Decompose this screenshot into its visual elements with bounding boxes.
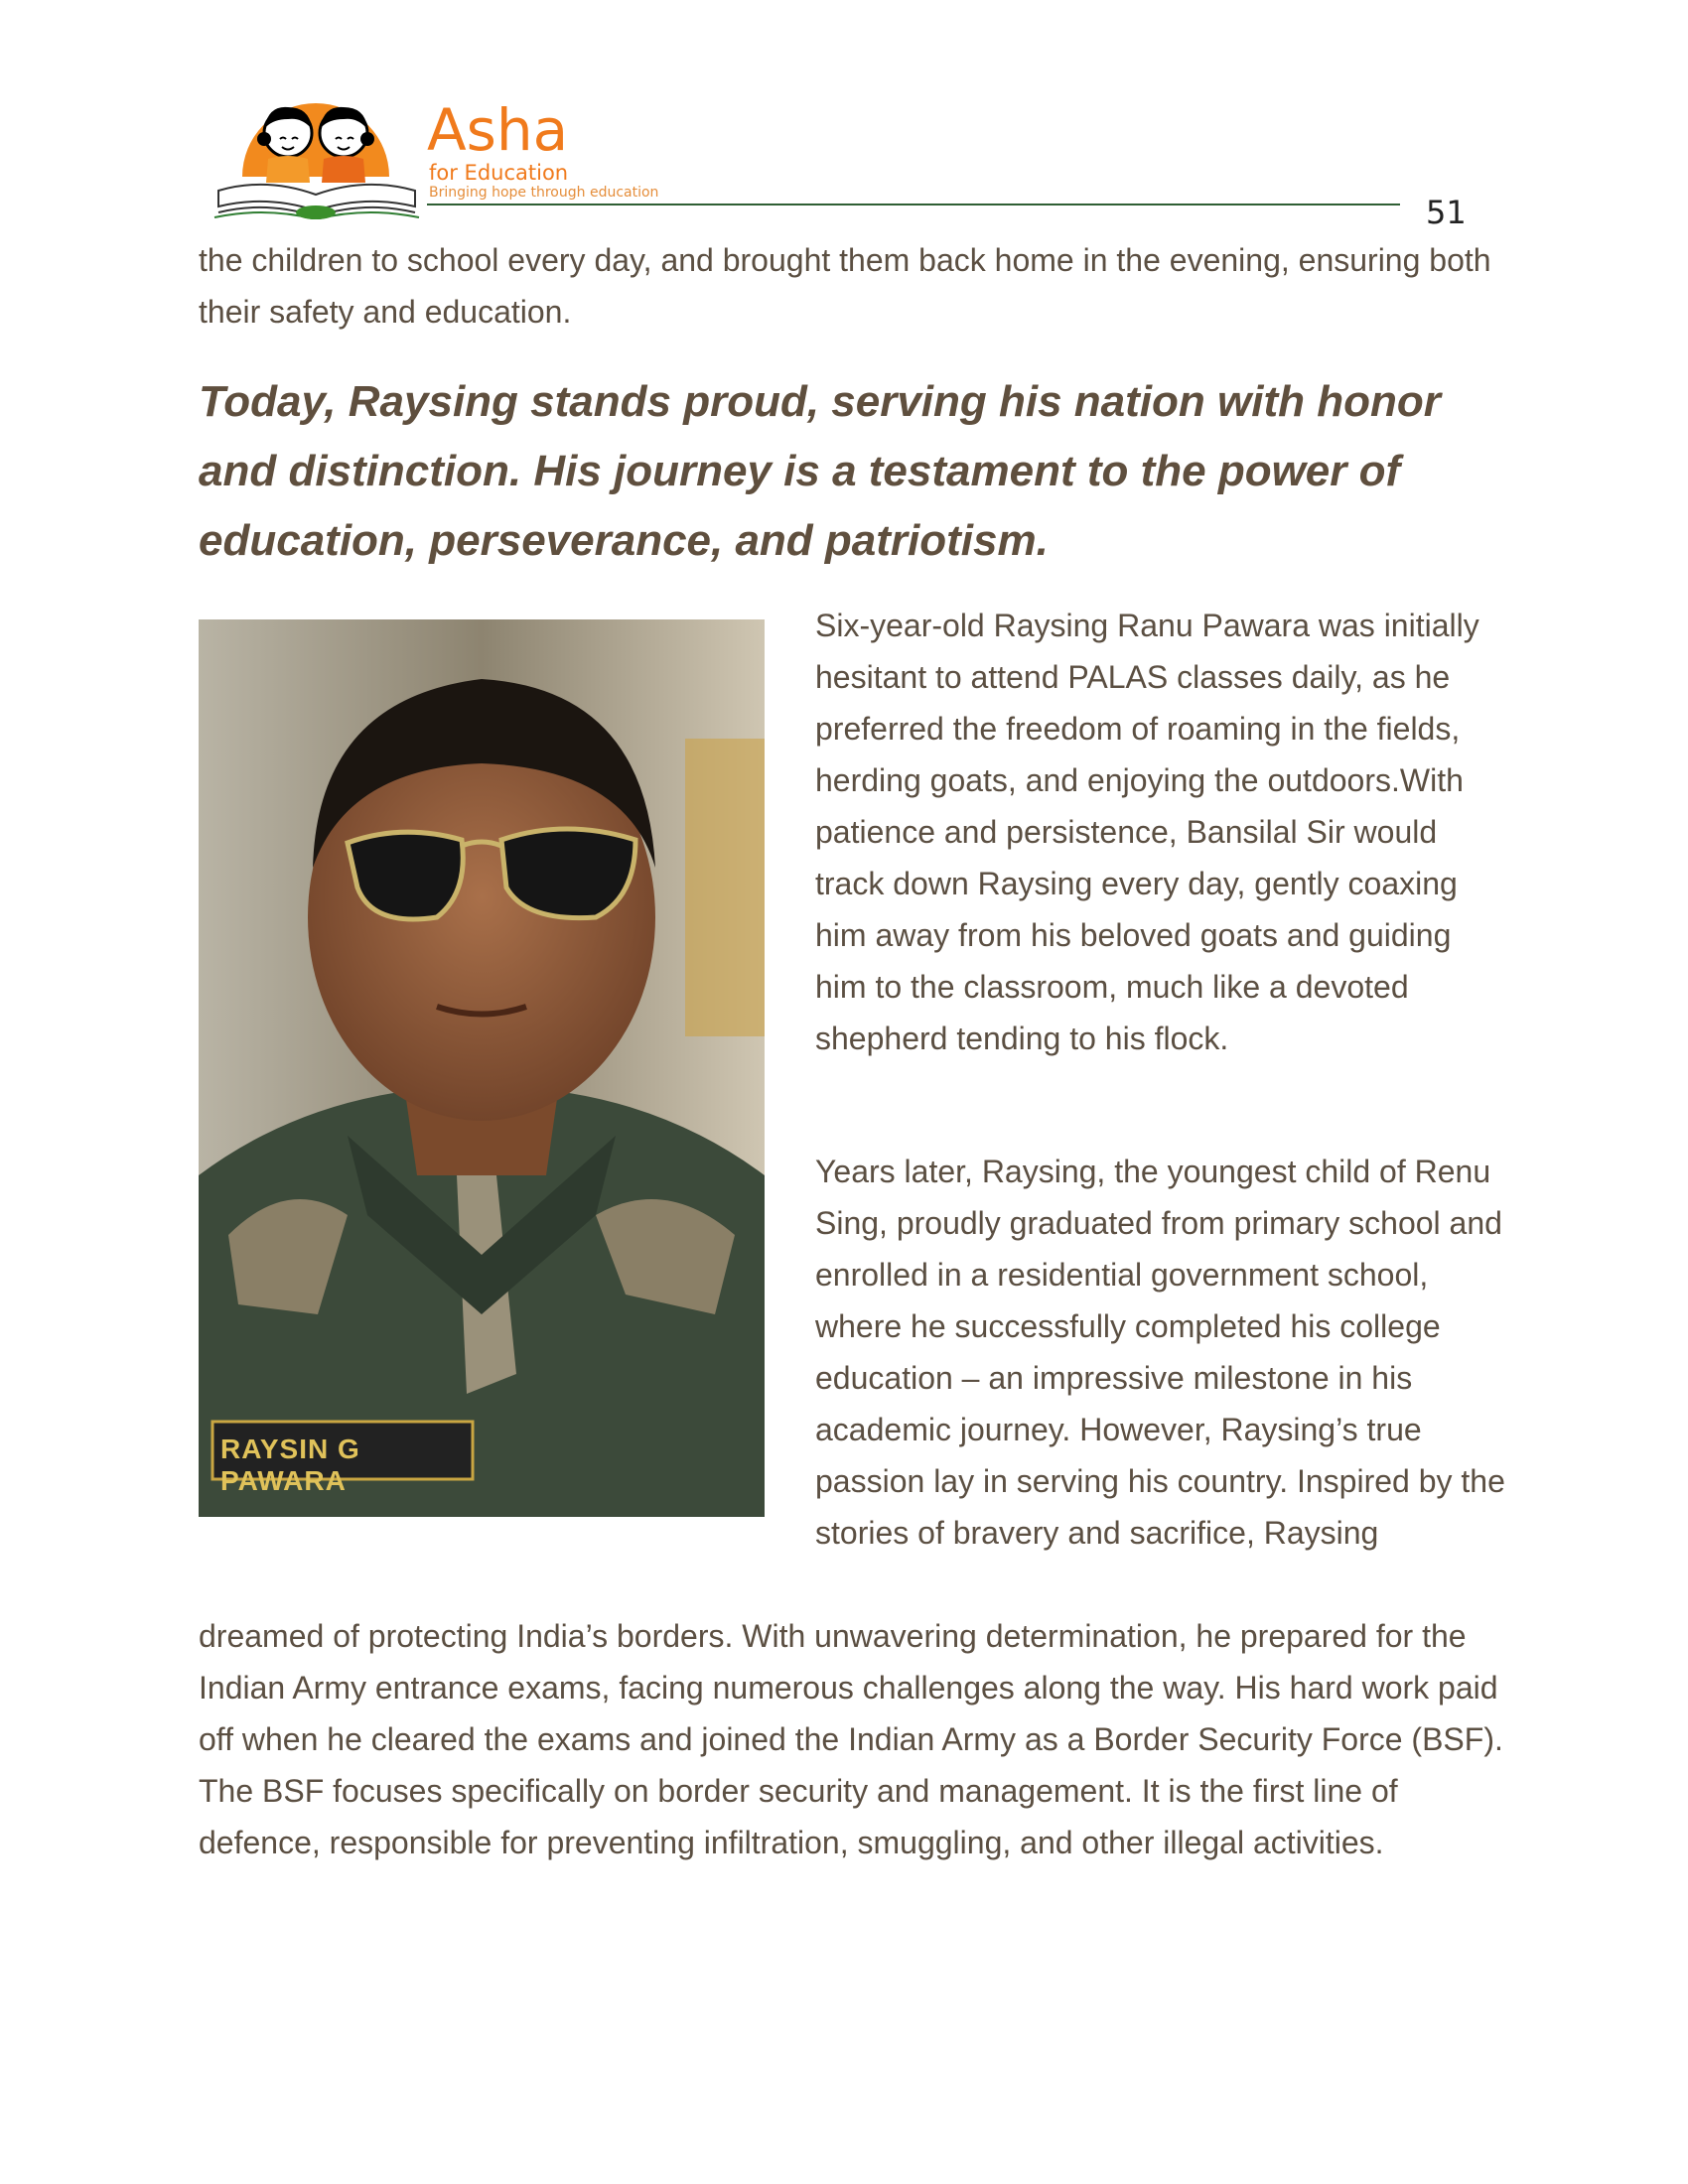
story-paragraph-2: Years later, Raysing, the youngest child of Renu Sing, proudly graduated from primary school and enrolled in a residential government school, where he successfully completed his college education – an impressive milestone in his academic journey. However, Raysing’s true passion lay in serving his country. Inspired by the stories of bravery and sacrifice, Raysing (815, 1154, 1505, 1551)
brand-tagline: Bringing hope through education (429, 185, 659, 201)
intro-paragraph: the children to school every day, and brought them back home in the evening, ensuring both their safety and education. (199, 242, 1491, 330)
story-paragraph-3: dreamed of protecting India’s borders. With unwavering determination, he prepared for the Indian Army entrance exams, facing numerous challenges along the way. His hard work paid off when he cleared the exams and joined the Indian Army as a Border Security Force (BSF). The BSF focuses specifically on border security and management. It is the first line of defence, responsible for preventing infiltration, smuggling, and other illegal activities. (199, 1618, 1503, 1860)
pull-quote: Today, Raysing stands proud, serving his nation with honor and distinction. His journey is a testament to the power of education, perseverance, and patriotism. (199, 377, 1441, 565)
soldier-photo (199, 619, 765, 1517)
page-number: 51 (1426, 194, 1467, 231)
header-divider (427, 204, 1400, 205)
asha-logo-icon (211, 95, 424, 219)
story-paragraph-1: Six-year-old Raysing Ranu Pawara was initially hesitant to attend PALAS classes daily, as he preferred the freedom of roaming in the fields, herding goats, and enjoying the outdoors.With patience and persistence, Bansilal Sir would track down Raysing every day, gently coaxing him away from his beloved goats and guiding him to the classroom, much like a devoted shepherd tending to his flock. (815, 608, 1479, 1056)
brand-name: Asha (427, 96, 569, 164)
brand-subtitle: for Education (429, 161, 569, 185)
name-tag: RAYSIN G PAWARA (220, 1433, 360, 1496)
